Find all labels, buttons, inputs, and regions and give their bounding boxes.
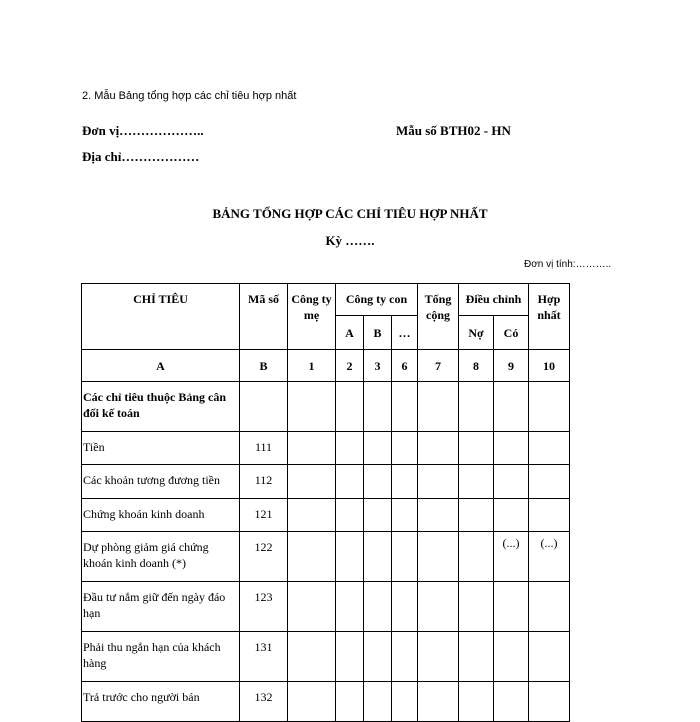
tong-cong-cell	[418, 532, 459, 582]
sub-b-cell	[364, 632, 392, 682]
header-sub-b: B	[364, 316, 392, 350]
hop-nhat-cell	[529, 465, 570, 499]
dieu-chinh-co-cell: (...)	[494, 532, 529, 582]
sub-b-cell	[364, 382, 392, 432]
header-tong-cong: Tổng cộng	[418, 284, 459, 350]
sub-b-cell	[364, 682, 392, 722]
don-vi-field: Đơn vị………………..	[82, 123, 204, 138]
cong-ty-me-cell	[288, 432, 336, 465]
cong-ty-me-cell	[288, 532, 336, 582]
dieu-chinh-no-cell	[459, 532, 494, 582]
row-code: 131	[240, 632, 288, 682]
hop-nhat-cell	[529, 682, 570, 722]
table-row	[82, 582, 570, 632]
dieu-chinh-no-cell	[459, 682, 494, 722]
table-row	[82, 465, 570, 499]
dieu-chinh-no-cell	[459, 582, 494, 632]
table-row	[82, 632, 570, 682]
form-number: Mẫu số BTH02 - HN	[396, 123, 511, 138]
tong-cong-cell	[418, 465, 459, 499]
table-row	[82, 382, 570, 432]
sub-etc-cell	[392, 499, 418, 532]
column-letter: 6	[392, 350, 418, 382]
column-letter: B	[240, 350, 288, 382]
column-letter: 7	[418, 350, 459, 382]
table-row	[82, 499, 570, 532]
column-letter: 8	[459, 350, 494, 382]
row-code: 122	[240, 532, 288, 582]
hop-nhat-cell	[529, 499, 570, 532]
header-co: Có	[494, 316, 529, 350]
row-code: 132	[240, 682, 288, 722]
header-hop-nhat: Hợp nhất	[529, 284, 570, 350]
table-row	[82, 432, 570, 465]
column-letter-row	[82, 350, 570, 382]
cong-ty-me-cell	[288, 465, 336, 499]
row-label: Phải thu ngắn hạn của khách hàng	[82, 632, 240, 682]
cong-ty-me-cell	[288, 632, 336, 682]
sub-etc-cell	[392, 532, 418, 582]
row-label: Tiền	[82, 432, 240, 465]
row-code: 121	[240, 499, 288, 532]
cong-ty-me-cell	[288, 682, 336, 722]
column-letter: 3	[364, 350, 392, 382]
row-label: Trả trước cho người bán	[82, 682, 240, 722]
hop-nhat-cell	[529, 632, 570, 682]
dieu-chinh-co-cell	[494, 632, 529, 682]
dieu-chinh-no-cell	[459, 382, 494, 432]
row-label: Dự phòng giảm giá chứng khoán kinh doanh (*)	[82, 532, 240, 582]
column-letter: 10	[529, 350, 570, 382]
row-code: 123	[240, 582, 288, 632]
tong-cong-cell	[418, 582, 459, 632]
cong-ty-me-cell	[288, 582, 336, 632]
sub-b-cell	[364, 532, 392, 582]
sub-etc-cell	[392, 465, 418, 499]
dieu-chinh-co-cell	[494, 465, 529, 499]
sub-a-cell	[336, 499, 364, 532]
sub-b-cell	[364, 499, 392, 532]
dieu-chinh-no-cell	[459, 632, 494, 682]
sub-a-cell	[336, 682, 364, 722]
sub-a-cell	[336, 532, 364, 582]
header-no: Nợ	[459, 316, 494, 350]
header-chi-tieu: CHỈ TIÊU	[82, 284, 240, 350]
hop-nhat-cell: (...)	[529, 532, 570, 582]
report-title: BẢNG TỔNG HỢP CÁC CHỈ TIÊU HỢP NHẤT	[212, 206, 488, 221]
consolidated-indicators-table	[81, 283, 570, 722]
header-dieu-chinh: Điều chỉnh	[459, 284, 529, 316]
sub-etc-cell	[392, 432, 418, 465]
dieu-chinh-co-cell	[494, 432, 529, 465]
sub-b-cell	[364, 432, 392, 465]
report-period: Kỳ …….	[325, 233, 375, 248]
dieu-chinh-co-cell	[494, 582, 529, 632]
column-letter: 2	[336, 350, 364, 382]
header-ma-so: Mã số	[240, 284, 288, 350]
row-code: 111	[240, 432, 288, 465]
row-code	[240, 382, 288, 432]
sub-a-cell	[336, 432, 364, 465]
sub-b-cell	[364, 465, 392, 499]
tong-cong-cell	[418, 682, 459, 722]
dieu-chinh-co-cell	[494, 382, 529, 432]
table-row	[82, 532, 570, 582]
sub-a-cell	[336, 382, 364, 432]
sub-etc-cell	[392, 582, 418, 632]
sub-a-cell	[336, 632, 364, 682]
sub-etc-cell	[392, 382, 418, 432]
dieu-chinh-co-cell	[494, 499, 529, 532]
cong-ty-me-cell	[288, 499, 336, 532]
hop-nhat-cell	[529, 382, 570, 432]
tong-cong-cell	[418, 432, 459, 465]
header-sub-etc: …	[392, 316, 418, 350]
cong-ty-me-cell	[288, 382, 336, 432]
dieu-chinh-no-cell	[459, 432, 494, 465]
hop-nhat-cell	[529, 432, 570, 465]
dia-chi-field: Địa chỉ………………	[82, 149, 200, 164]
tong-cong-cell	[418, 382, 459, 432]
column-letter: A	[82, 350, 240, 382]
dieu-chinh-co-cell	[494, 682, 529, 722]
dieu-chinh-no-cell	[459, 499, 494, 532]
unit-of-measure: Đơn vị tính:………..	[524, 259, 612, 270]
header-cong-ty-con: Công ty con	[336, 284, 418, 316]
sub-b-cell	[364, 582, 392, 632]
row-label: Đầu tư nắm giữ đến ngày đáo hạn	[82, 582, 240, 632]
section-title: 2. Mẫu Bảng tổng hợp các chỉ tiêu hợp nhất	[82, 90, 297, 102]
dieu-chinh-no-cell	[459, 465, 494, 499]
row-code: 112	[240, 465, 288, 499]
row-label: Các khoản tương đương tiền	[82, 465, 240, 499]
tong-cong-cell	[418, 632, 459, 682]
sub-a-cell	[336, 582, 364, 632]
row-label: Chứng khoán kinh doanh	[82, 499, 240, 532]
sub-a-cell	[336, 465, 364, 499]
header-cong-ty-me: Công ty mẹ	[288, 284, 336, 350]
hop-nhat-cell	[529, 582, 570, 632]
table-row	[82, 682, 570, 722]
row-label: Các chỉ tiêu thuộc Bảng cân đối kế toán	[82, 382, 240, 432]
header-sub-a: A	[336, 316, 364, 350]
column-letter: 1	[288, 350, 336, 382]
column-letter: 9	[494, 350, 529, 382]
tong-cong-cell	[418, 499, 459, 532]
sub-etc-cell	[392, 632, 418, 682]
sub-etc-cell	[392, 682, 418, 722]
